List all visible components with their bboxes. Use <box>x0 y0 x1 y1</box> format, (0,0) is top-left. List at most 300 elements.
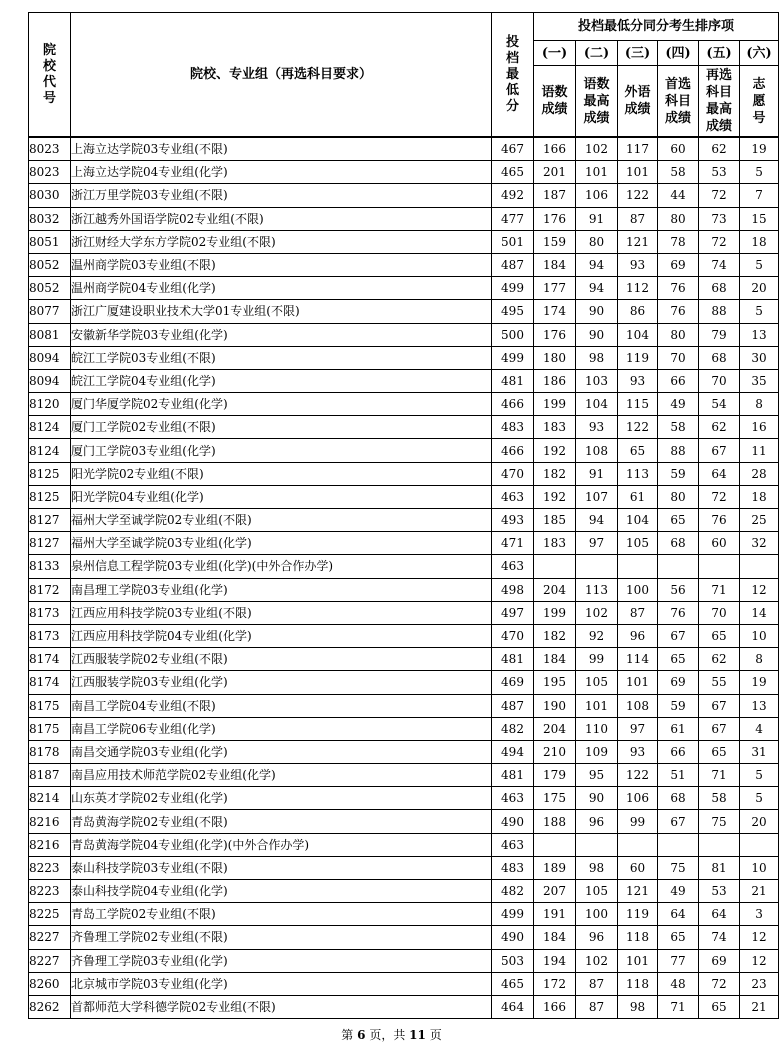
cell-name: 泰山科技学院03专业组(不限) <box>71 856 492 879</box>
cell-tie-6: 8 <box>740 648 779 671</box>
cell-tie-2: 94 <box>576 277 618 300</box>
cell-tie-3: 121 <box>618 880 658 903</box>
cell-min-score: 487 <box>492 694 534 717</box>
cell-tie-3: 108 <box>618 694 658 717</box>
cell-min-score: 466 <box>492 393 534 416</box>
cell-min-score: 492 <box>492 184 534 207</box>
cell-tie-4: 76 <box>658 277 699 300</box>
cell-tie-6: 32 <box>740 532 779 555</box>
cell-code: 8052 <box>29 253 71 276</box>
cell-tie-3: 97 <box>618 717 658 740</box>
cell-tie-6: 30 <box>740 346 779 369</box>
cell-code: 8174 <box>29 648 71 671</box>
cell-tie-6: 35 <box>740 369 779 392</box>
cell-tie-3: 86 <box>618 300 658 323</box>
cell-tie-6: 13 <box>740 323 779 346</box>
cell-tie-2 <box>576 555 618 578</box>
cell-tie-5: 72 <box>699 230 740 253</box>
table-row <box>29 184 779 207</box>
cell-tie-3: 87 <box>618 207 658 230</box>
cell-tie-5: 71 <box>699 578 740 601</box>
cell-tie-3: 118 <box>618 926 658 949</box>
cell-min-score: 482 <box>492 717 534 740</box>
cell-min-score: 499 <box>492 277 534 300</box>
cell-tie-1: 186 <box>534 369 576 392</box>
cell-tie-1: 184 <box>534 648 576 671</box>
cell-tie-6: 16 <box>740 416 779 439</box>
cell-name: 浙江越秀外国语学院02专业组(不限) <box>71 207 492 230</box>
table-row <box>29 926 779 949</box>
cell-min-score: 500 <box>492 323 534 346</box>
cell-min-score: 503 <box>492 949 534 972</box>
cell-tie-6: 19 <box>740 671 779 694</box>
cell-code: 8124 <box>29 439 71 462</box>
cell-tie-4: 64 <box>658 903 699 926</box>
cell-code: 8094 <box>29 369 71 392</box>
cell-tie-5 <box>699 555 740 578</box>
table-row <box>29 230 779 253</box>
cell-tie-4: 65 <box>658 648 699 671</box>
cell-min-score: 494 <box>492 740 534 763</box>
table-row <box>29 903 779 926</box>
cell-tie-1: 195 <box>534 671 576 694</box>
cell-tie-4: 51 <box>658 764 699 787</box>
cell-tie-4: 88 <box>658 439 699 462</box>
cell-min-score: 466 <box>492 439 534 462</box>
cell-min-score: 499 <box>492 903 534 926</box>
cell-code: 8178 <box>29 740 71 763</box>
cell-tie-2: 87 <box>576 972 618 995</box>
cell-tie-5: 65 <box>699 995 740 1018</box>
cell-tie-5: 65 <box>699 740 740 763</box>
cell-code: 8260 <box>29 972 71 995</box>
table-row <box>29 346 779 369</box>
cell-tie-6: 21 <box>740 880 779 903</box>
cell-tie-2: 95 <box>576 764 618 787</box>
footer-middle: 页，共 <box>369 1028 406 1042</box>
cell-min-score: 501 <box>492 230 534 253</box>
cell-name: 北京城市学院03专业组(化学) <box>71 972 492 995</box>
cell-min-score: 464 <box>492 995 534 1018</box>
cell-min-score: 482 <box>492 880 534 903</box>
cell-tie-1: 184 <box>534 926 576 949</box>
cell-tie-4: 49 <box>658 880 699 903</box>
cell-code: 8127 <box>29 509 71 532</box>
cell-tie-4: 58 <box>658 161 699 184</box>
cell-name: 上海立达学院03专业组(不限) <box>71 137 492 161</box>
cell-tie-2: 87 <box>576 995 618 1018</box>
table-row <box>29 787 779 810</box>
cell-tie-3: 61 <box>618 485 658 508</box>
cell-tie-6: 5 <box>740 253 779 276</box>
table-row <box>29 671 779 694</box>
cell-code: 8127 <box>29 532 71 555</box>
cell-min-score: 463 <box>492 833 534 856</box>
cell-tie-5: 71 <box>699 764 740 787</box>
cell-name: 上海立达学院04专业组(化学) <box>71 161 492 184</box>
cell-tie-3: 122 <box>618 184 658 207</box>
cell-tie-1: 184 <box>534 253 576 276</box>
cell-tie-4: 78 <box>658 230 699 253</box>
table-row <box>29 393 779 416</box>
table-row <box>29 578 779 601</box>
cell-tie-1: 210 <box>534 740 576 763</box>
cell-tie-4: 69 <box>658 253 699 276</box>
cell-tie-5: 65 <box>699 624 740 647</box>
cell-tie-5: 70 <box>699 369 740 392</box>
cell-tie-3: 101 <box>618 671 658 694</box>
cell-tie-3: 93 <box>618 369 658 392</box>
cell-name: 厦门华厦学院02专业组(化学) <box>71 393 492 416</box>
cell-tie-5: 58 <box>699 787 740 810</box>
cell-tie-5: 62 <box>699 648 740 671</box>
cell-code: 8120 <box>29 393 71 416</box>
cell-tie-1 <box>534 833 576 856</box>
cell-tie-4: 56 <box>658 578 699 601</box>
header-sub-1: (一) <box>534 41 576 66</box>
cell-code: 8173 <box>29 601 71 624</box>
cell-tie-5: 54 <box>699 393 740 416</box>
header-desc-3: 外语成绩 <box>618 66 658 138</box>
cell-tie-6: 10 <box>740 624 779 647</box>
header-sub-4: (四) <box>658 41 699 66</box>
cell-name: 首都师范大学科德学院02专业组(不限) <box>71 995 492 1018</box>
cell-code: 8030 <box>29 184 71 207</box>
cell-tie-6: 19 <box>740 137 779 161</box>
cell-tie-4: 68 <box>658 532 699 555</box>
cell-tie-4: 70 <box>658 346 699 369</box>
cell-tie-1: 177 <box>534 277 576 300</box>
cell-tie-3: 93 <box>618 253 658 276</box>
cell-tie-3: 122 <box>618 416 658 439</box>
cell-name: 青岛黄海学院04专业组(化学)(中外合作办学) <box>71 833 492 856</box>
cell-tie-3: 98 <box>618 995 658 1018</box>
cell-code: 8124 <box>29 416 71 439</box>
header-sub-3: (三) <box>618 41 658 66</box>
footer-page-number: 6 <box>357 1028 366 1042</box>
cell-name: 浙江财经大学东方学院02专业组(不限) <box>71 230 492 253</box>
cell-code: 8227 <box>29 949 71 972</box>
header-code: 院校代号 <box>29 13 71 138</box>
cell-tie-4: 48 <box>658 972 699 995</box>
table-row <box>29 300 779 323</box>
cell-tie-5: 72 <box>699 184 740 207</box>
cell-tie-4 <box>658 833 699 856</box>
cell-min-score: 493 <box>492 509 534 532</box>
table-row <box>29 207 779 230</box>
table-row <box>29 601 779 624</box>
cell-tie-2: 102 <box>576 949 618 972</box>
cell-name: 南昌工学院04专业组(不限) <box>71 694 492 717</box>
cell-tie-3 <box>618 833 658 856</box>
cell-code: 8174 <box>29 671 71 694</box>
cell-tie-2: 97 <box>576 532 618 555</box>
cell-tie-3: 100 <box>618 578 658 601</box>
cell-tie-3: 113 <box>618 462 658 485</box>
cell-code: 8094 <box>29 346 71 369</box>
cell-name: 安徽新华学院03专业组(化学) <box>71 323 492 346</box>
cell-tie-1: 199 <box>534 601 576 624</box>
cell-tie-4: 44 <box>658 184 699 207</box>
header-sub-5: (五) <box>699 41 740 66</box>
cell-tie-4: 69 <box>658 671 699 694</box>
header-name: 院校、专业组（再选科目要求） <box>71 13 492 138</box>
cell-min-score: 469 <box>492 671 534 694</box>
cell-tie-4: 65 <box>658 926 699 949</box>
table-row <box>29 161 779 184</box>
cell-name: 厦门工学院03专业组(化学) <box>71 439 492 462</box>
cell-name: 泉州信息工程学院03专业组(化学)(中外合作办学) <box>71 555 492 578</box>
cell-tie-6: 10 <box>740 856 779 879</box>
cell-tie-6: 4 <box>740 717 779 740</box>
cell-tie-1 <box>534 555 576 578</box>
cell-tie-6: 13 <box>740 694 779 717</box>
cell-tie-5: 53 <box>699 880 740 903</box>
header-sub-2: (二) <box>576 41 618 66</box>
cell-min-score: 463 <box>492 485 534 508</box>
table-row <box>29 833 779 856</box>
cell-tie-4 <box>658 555 699 578</box>
cell-tie-2 <box>576 833 618 856</box>
cell-tie-5: 74 <box>699 926 740 949</box>
cell-tie-1: 201 <box>534 161 576 184</box>
cell-tie-4: 59 <box>658 694 699 717</box>
cell-code: 8187 <box>29 764 71 787</box>
table-row <box>29 137 779 161</box>
cell-tie-6: 20 <box>740 277 779 300</box>
table-row <box>29 555 779 578</box>
header-desc-6: 志愿号 <box>740 66 779 138</box>
cell-tie-6: 31 <box>740 740 779 763</box>
cell-tie-3: 122 <box>618 764 658 787</box>
cell-code: 8172 <box>29 578 71 601</box>
cell-tie-5: 75 <box>699 810 740 833</box>
cell-tie-1: 180 <box>534 346 576 369</box>
cell-tie-6: 8 <box>740 393 779 416</box>
cell-tie-6: 15 <box>740 207 779 230</box>
cell-tie-5: 88 <box>699 300 740 323</box>
cell-tie-5: 67 <box>699 717 740 740</box>
cell-tie-1: 207 <box>534 880 576 903</box>
footer-prefix: 第 <box>341 1028 354 1042</box>
cell-tie-5 <box>699 833 740 856</box>
cell-tie-6: 11 <box>740 439 779 462</box>
cell-tie-5: 62 <box>699 137 740 161</box>
table-row <box>29 717 779 740</box>
cell-tie-4: 77 <box>658 949 699 972</box>
cell-tie-6: 5 <box>740 300 779 323</box>
cell-tie-1: 183 <box>534 416 576 439</box>
cell-tie-2: 94 <box>576 253 618 276</box>
cell-tie-1: 194 <box>534 949 576 972</box>
cell-tie-6: 12 <box>740 926 779 949</box>
table-row <box>29 880 779 903</box>
cell-tie-5: 68 <box>699 346 740 369</box>
table-header <box>29 13 779 138</box>
cell-min-score: 465 <box>492 972 534 995</box>
cell-min-score: 499 <box>492 346 534 369</box>
cell-tie-1: 192 <box>534 439 576 462</box>
header-sub-6: (六) <box>740 41 779 66</box>
cell-tie-5: 68 <box>699 277 740 300</box>
table-row <box>29 369 779 392</box>
table-row <box>29 810 779 833</box>
footer-total-pages: 11 <box>409 1028 426 1042</box>
cell-tie-3: 115 <box>618 393 658 416</box>
cell-tie-1: 190 <box>534 694 576 717</box>
cell-code: 8225 <box>29 903 71 926</box>
cell-tie-2: 102 <box>576 137 618 161</box>
cell-min-score: 487 <box>492 253 534 276</box>
cell-tie-1: 189 <box>534 856 576 879</box>
cell-tie-3: 121 <box>618 230 658 253</box>
cell-tie-6: 18 <box>740 485 779 508</box>
cell-tie-3: 106 <box>618 787 658 810</box>
cell-name: 青岛黄海学院02专业组(不限) <box>71 810 492 833</box>
cell-tie-6: 7 <box>740 184 779 207</box>
cell-tie-5: 64 <box>699 903 740 926</box>
cell-tie-2: 105 <box>576 880 618 903</box>
cell-tie-4: 61 <box>658 717 699 740</box>
cell-tie-3: 99 <box>618 810 658 833</box>
cell-tie-1: 166 <box>534 995 576 1018</box>
cell-tie-5: 62 <box>699 416 740 439</box>
table-row <box>29 532 779 555</box>
cell-tie-5: 67 <box>699 439 740 462</box>
cell-code: 8175 <box>29 717 71 740</box>
cell-name: 南昌理工学院03专业组(化学) <box>71 578 492 601</box>
cell-tie-2: 105 <box>576 671 618 694</box>
cell-tie-4: 66 <box>658 369 699 392</box>
cell-tie-1: 204 <box>534 578 576 601</box>
cell-tie-3: 119 <box>618 903 658 926</box>
cell-code: 8125 <box>29 485 71 508</box>
table-row <box>29 277 779 300</box>
cell-name: 南昌应用技术师范学院02专业组(化学) <box>71 764 492 787</box>
cell-tie-5: 60 <box>699 532 740 555</box>
cell-code: 8216 <box>29 810 71 833</box>
table-row <box>29 485 779 508</box>
cell-tie-2: 104 <box>576 393 618 416</box>
cell-name: 江西应用科技学院04专业组(化学) <box>71 624 492 647</box>
cell-tie-6: 3 <box>740 903 779 926</box>
cell-tie-6: 14 <box>740 601 779 624</box>
header-desc-2: 语数最高成绩 <box>576 66 618 138</box>
cell-tie-1: 204 <box>534 717 576 740</box>
cell-name: 皖江工学院03专业组(不限) <box>71 346 492 369</box>
cell-min-score: 463 <box>492 787 534 810</box>
header-min-score: 投档最低分 <box>492 13 534 138</box>
cell-tie-6: 25 <box>740 509 779 532</box>
table-row <box>29 462 779 485</box>
cell-name: 厦门工学院02专业组(不限) <box>71 416 492 439</box>
cell-code: 8216 <box>29 833 71 856</box>
cell-min-score: 483 <box>492 416 534 439</box>
cell-tie-4: 60 <box>658 137 699 161</box>
cell-code: 8173 <box>29 624 71 647</box>
cell-code: 8262 <box>29 995 71 1018</box>
page-footer <box>0 1026 783 1043</box>
cell-tie-5: 53 <box>699 161 740 184</box>
cell-code: 8077 <box>29 300 71 323</box>
cell-tie-5: 76 <box>699 509 740 532</box>
table-body <box>29 137 779 1019</box>
cell-tie-1: 199 <box>534 393 576 416</box>
cell-tie-2: 110 <box>576 717 618 740</box>
cell-code: 8052 <box>29 277 71 300</box>
cell-tie-4: 66 <box>658 740 699 763</box>
cell-tie-5: 79 <box>699 323 740 346</box>
cell-tie-1: 187 <box>534 184 576 207</box>
cell-code: 8023 <box>29 137 71 161</box>
cell-tie-1: 159 <box>534 230 576 253</box>
cell-min-score: 465 <box>492 161 534 184</box>
cell-tie-6: 5 <box>740 764 779 787</box>
table-row <box>29 509 779 532</box>
header-tie-group: 投档最低分同分考生排序项 <box>534 13 779 41</box>
cell-name: 浙江广厦建设职业技术大学01专业组(不限) <box>71 300 492 323</box>
cell-tie-2: 98 <box>576 346 618 369</box>
cell-tie-5: 55 <box>699 671 740 694</box>
cell-tie-1: 188 <box>534 810 576 833</box>
cell-tie-2: 109 <box>576 740 618 763</box>
cell-tie-3: 60 <box>618 856 658 879</box>
table-row <box>29 648 779 671</box>
cell-min-score: 490 <box>492 810 534 833</box>
cell-tie-2: 94 <box>576 509 618 532</box>
cell-tie-6: 12 <box>740 949 779 972</box>
cell-code: 8223 <box>29 856 71 879</box>
table-row <box>29 624 779 647</box>
cell-tie-4: 75 <box>658 856 699 879</box>
cell-tie-1: 175 <box>534 787 576 810</box>
cell-name: 浙江万里学院03专业组(不限) <box>71 184 492 207</box>
cell-tie-2: 91 <box>576 462 618 485</box>
cell-tie-2: 93 <box>576 416 618 439</box>
cell-tie-6: 28 <box>740 462 779 485</box>
cell-name: 江西服装学院02专业组(不限) <box>71 648 492 671</box>
cell-tie-2: 107 <box>576 485 618 508</box>
cell-tie-1: 179 <box>534 764 576 787</box>
cell-tie-1: 182 <box>534 624 576 647</box>
cell-tie-3: 117 <box>618 137 658 161</box>
cell-tie-5: 73 <box>699 207 740 230</box>
cell-tie-2: 113 <box>576 578 618 601</box>
cell-name: 阳光学院04专业组(化学) <box>71 485 492 508</box>
cell-tie-6 <box>740 833 779 856</box>
cell-code: 8133 <box>29 555 71 578</box>
cell-tie-2: 100 <box>576 903 618 926</box>
cell-tie-4: 80 <box>658 485 699 508</box>
cell-min-score: 481 <box>492 369 534 392</box>
cell-tie-5: 72 <box>699 485 740 508</box>
cell-min-score: 477 <box>492 207 534 230</box>
cell-min-score: 481 <box>492 648 534 671</box>
cell-name: 泰山科技学院04专业组(化学) <box>71 880 492 903</box>
cell-tie-5: 74 <box>699 253 740 276</box>
cell-tie-6: 5 <box>740 161 779 184</box>
cell-code: 8223 <box>29 880 71 903</box>
cell-min-score: 481 <box>492 764 534 787</box>
cell-tie-2: 98 <box>576 856 618 879</box>
cell-code: 8032 <box>29 207 71 230</box>
cell-tie-4: 67 <box>658 810 699 833</box>
cell-tie-2: 99 <box>576 648 618 671</box>
cell-min-score: 495 <box>492 300 534 323</box>
cell-tie-1: 182 <box>534 462 576 485</box>
cell-tie-3: 104 <box>618 509 658 532</box>
cell-tie-4: 58 <box>658 416 699 439</box>
